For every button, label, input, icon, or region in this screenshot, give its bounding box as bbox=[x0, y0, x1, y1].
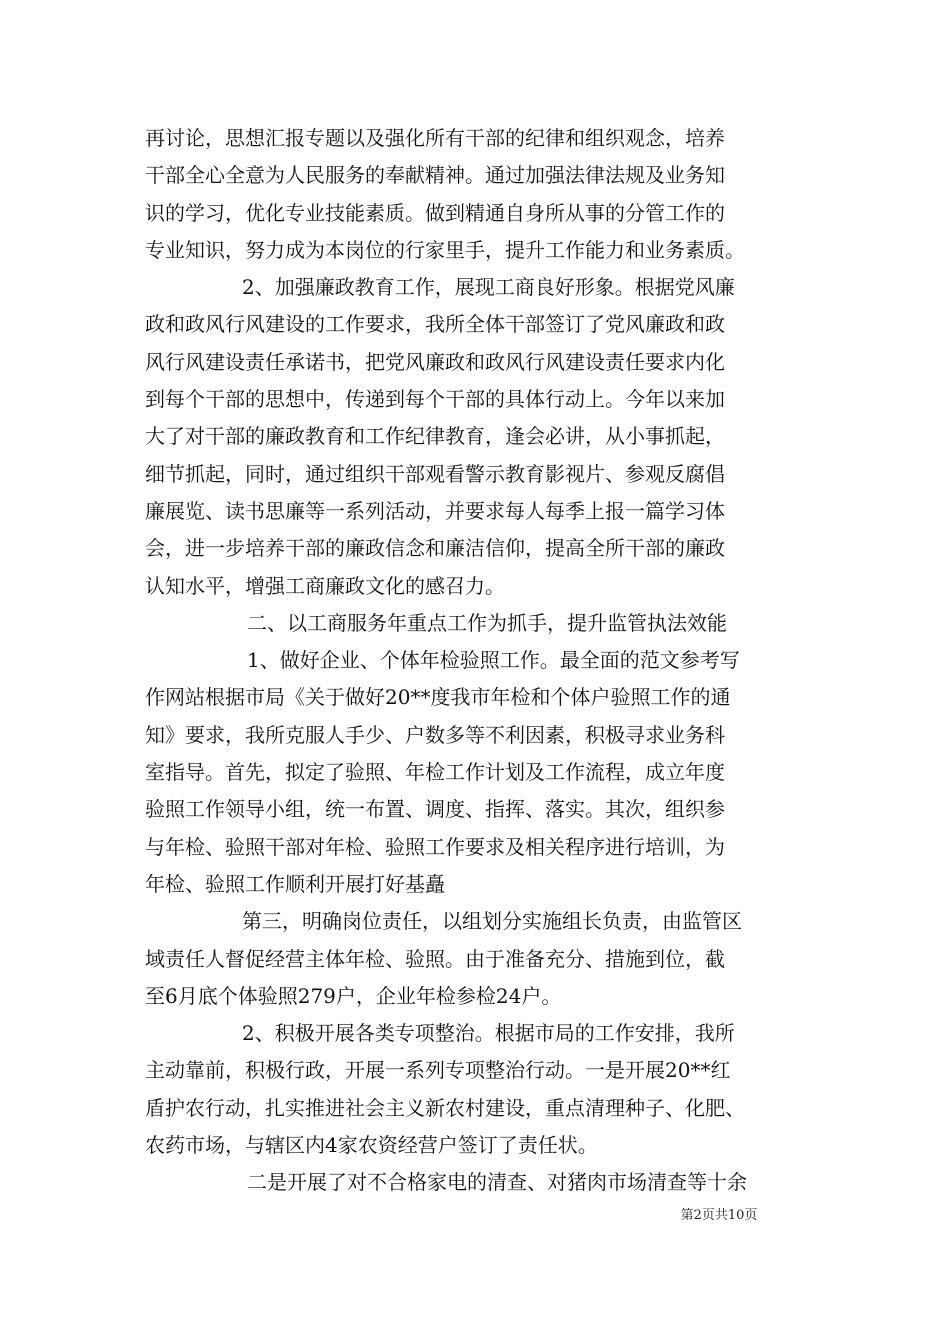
text-line: 干部全心全意为人民服务的奉献精神。通过加强法律法规及业务知 bbox=[145, 163, 725, 188]
paragraph-start-line: 2、积极开展各类专项整治。根据市局的工作安排，我所 bbox=[242, 1021, 735, 1046]
text-line: 至6月底个体验照279户，企业年检参检24户。 bbox=[145, 983, 562, 1008]
page-footer bbox=[0, 1204, 950, 1223]
text-line: 认知水平，增强工商廉政文化的感召力。 bbox=[145, 573, 505, 598]
text-line: 知》要求，我所克服人手少、户数多等不利因素，积极寻求业务科 bbox=[145, 722, 725, 747]
text-line: 与年检、验照干部对年检、验照工作要求及相关程序进行培训，为 bbox=[145, 834, 725, 859]
paragraph-start-line: 1、做好企业、个体年检验照工作。最全面的范文参考写 bbox=[247, 648, 740, 673]
text-line: 会，进一步培养干部的廉政信念和廉洁信仰，提高全所干部的廉政 bbox=[145, 536, 725, 561]
text-line: 再讨论，思想汇报专题以及强化所有干部的纪律和组织观念，培养 bbox=[145, 126, 725, 150]
text-line: 专业知识，努力成为本岗位的行家里手，提升工作能力和业务素质。 bbox=[145, 237, 745, 262]
text-line: 细节抓起，同时，通过组织干部观看警示教育影视片、参观反腐倡 bbox=[145, 461, 725, 486]
section-heading: 二、以工商服务年重点工作为抓手，提升监管执法效能 bbox=[247, 610, 727, 635]
text-line: 作网站根据市局《关于做好20**度我市年检和个体户验照工作的通 bbox=[145, 685, 731, 710]
text-line: 风行风建设责任承诺书，把党风廉政和政风行风建设责任要求内化 bbox=[145, 349, 725, 374]
paragraph-start-line: 2、加强廉政教育工作，展现工商良好形象。根据党风廉 bbox=[242, 275, 735, 300]
text-line: 到每个干部的思想中，传递到每个干部的具体行动上。今年以来加 bbox=[145, 387, 725, 412]
text-line: 验照工作领导小组，统一布置、调度、指挥、落实。其次，组织参 bbox=[145, 797, 725, 822]
text-line: 识的学习，优化专业技能素质。做到精通自身所从事的分管工作的 bbox=[145, 200, 725, 225]
paragraph-start-line: 二是开展了对不合格家电的清查、对猪肉市场清查等十余 bbox=[247, 1170, 747, 1195]
text-line: 廉展览、读书思廉等一系列活动，并要求每人每季上报一篇学习体 bbox=[145, 498, 725, 523]
text-line: 政和政风行风建设的工作要求，我所全体干部签订了党风廉政和政 bbox=[145, 312, 725, 337]
document-body bbox=[145, 120, 815, 1202]
paragraph-start-line: 第三，明确岗位责任，以组划分实施组长负责，由监管区 bbox=[242, 909, 742, 934]
text-line: 室指导。首先，拟定了验照、年检工作计划及工作流程，成立年度 bbox=[145, 760, 725, 785]
text-line: 盾护农行动，扎实推进社会主义新农村建设，重点清理种子、化肥、 bbox=[145, 1095, 745, 1120]
text-line: 大了对干部的廉政教育和工作纪律教育，逢会必讲，从小事抓起， bbox=[145, 424, 725, 449]
text-line: 主动靠前，积极行政，开展一系列专项整治行动。一是开展20**红 bbox=[145, 1058, 731, 1083]
text-line: 年检、验照工作顺利开展打好基矗 bbox=[145, 871, 445, 896]
text-line: 农药市场，与辖区内4家农资经营户签订了责任状。 bbox=[145, 1133, 598, 1158]
page-number: 第2页共10页 bbox=[680, 1208, 758, 1223]
text-line: 域责任人督促经营主体年检、验照。由于准备充分、措施到位，截 bbox=[145, 946, 725, 971]
